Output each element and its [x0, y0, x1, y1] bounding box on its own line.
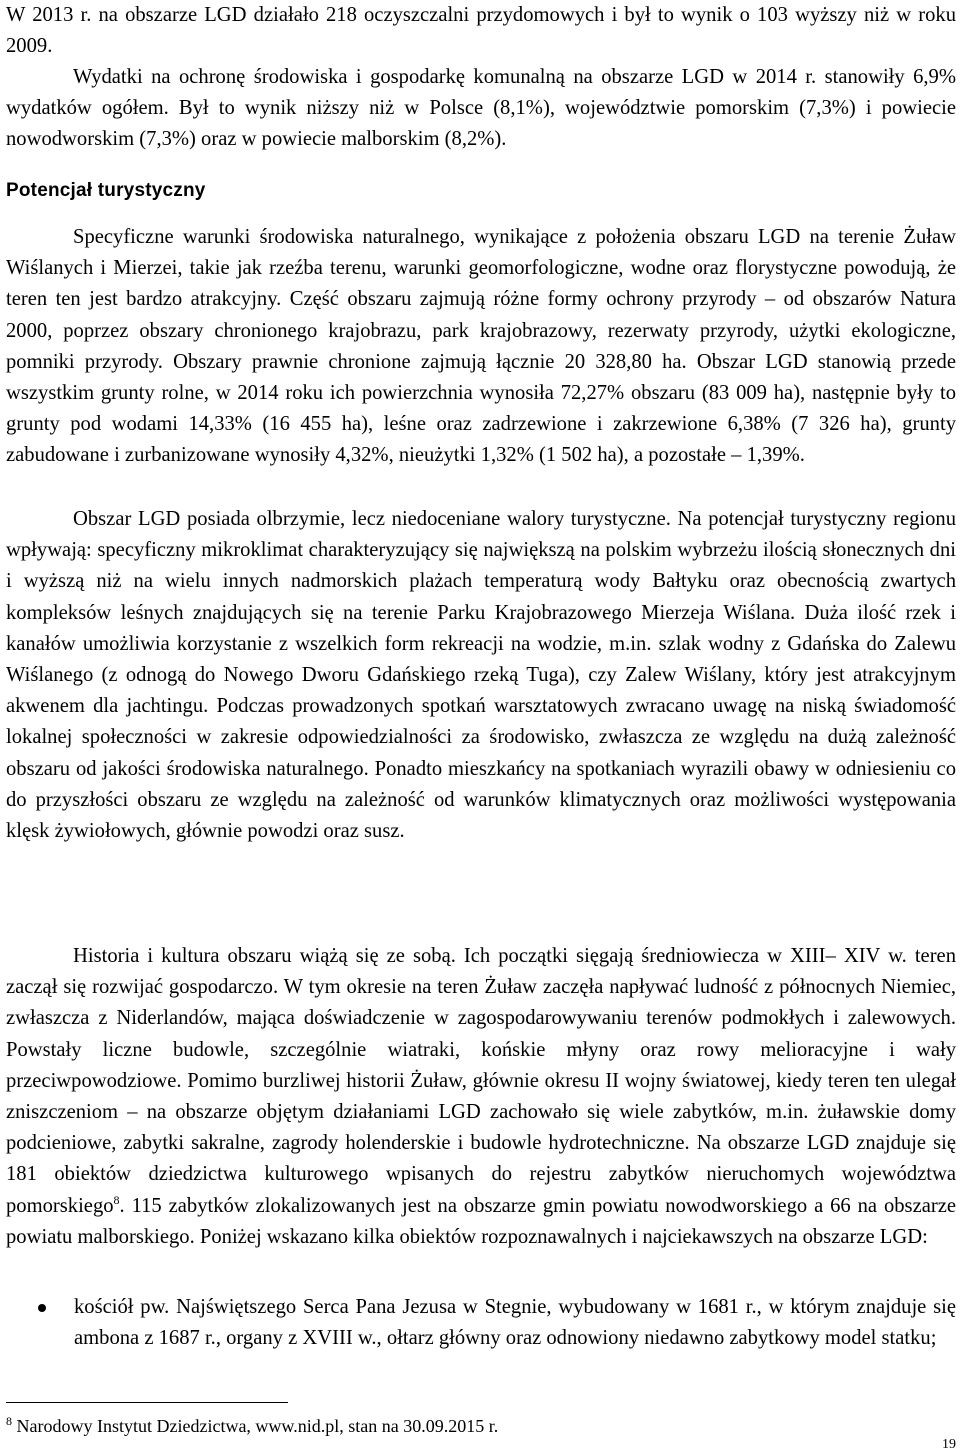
- paragraph-wastewater: W 2013 r. na obszarze LGD działało 218 oczyszczalni przydomowych i był to wynik o 103 wyższy niż w roku 2009.: [6, 4, 956, 58]
- paragraph-history-culture: [6, 941, 956, 1253]
- footnote-divider: [6, 1402, 288, 1403]
- footnote: [6, 1414, 498, 1438]
- bullet-icon: [38, 1304, 46, 1312]
- footnote-text: Narodowy Instytut Dziedzictwa, www.nid.pl, stan na 30.09.2015 r.: [12, 1416, 499, 1436]
- page-number: 19: [942, 1437, 956, 1452]
- paragraph-natural-environment: Specyficzne warunki środowiska naturalnego, wynikające z położenia obszaru LGD na terenie Żuław Wiślanych i Mierzei, takie jak rzeźba terenu, warunki geomorfologiczne, wodne oraz florystyczne powodują, że teren ten jest bardzo atrakcyjny. Część obszaru zajmują różne formy ochrony przyrody – od obszarów Natura 2000, poprzez obszary chronionego krajobrazu, park krajobrazowy, rezerwaty przyrody, użytki ekologiczne, pomniki przyrody. Obszary prawnie chronione zajmują łącznie 20 328,80 ha. Obszar LGD stanowią przede wszystkim grunty rolne, w 2014 roku ich powierzchnia wynosiła 72,27% obszaru (83 009 ha), następnie były to grunty pod wodami 14,33% (16 455 ha), leśne oraz zadrzewione i zakrzewione 6,38% (7 326 ha), grunty zabudowane i zurbanizowane wynosiły 4,32%, nieużytki 1,32% (1 502 ha), a pozostałe – 1,39%.: [6, 226, 956, 467]
- list-item: kościół pw. Najświętszego Serca Pana Jezusa w Stegnie, wybudowany w 1681 r., w którym znajduje się ambona z 1687 r., organy z XVIII w., ołtarz główny oraz odnowiony niedawno zabytkowy model statku;: [74, 1296, 956, 1350]
- footnote-reference: 8: [113, 1192, 120, 1207]
- paragraph-tourism-values: Obszar LGD posiada olbrzymie, lecz niedoceniane walory turystyczne. Na potencjał turystyczny regionu wpływają: specyficzny mikroklimat charakteryzujący się największą na polskim wybrzeżu ilością słonecznych dni i wyższą niż na wielu innych nadmorskich plażach temperaturą wody Bałtyku oraz obecnością zwartych kompleksów leśnych znajdujących się na terenie Parku Krajobrazowego Mierzeja Wiślana. Duża ilość rzek i kanałów umożliwia korzystanie z wszelkich form rekreacji na wodzie, m.in. szlak wodny z Gdańska do Zalewu Wiślanego (z odnogą do Nowego Dworu Gdańskiego rzeką Tuga), czy Zalew Wiślany, który jest atrakcyjnym akwenem dla jachtingu. Podczas prowadzonych spotkań warsztatowych zwracano uwagę na niską świadomość lokalnej społeczności w zakresie odpowiedzialności za środowisko, zwłaszcza ze względu na dużą zależność obszaru od jakości środowiska naturalnego. Ponadto mieszkańcy na spotkaniach wyrazili obawy w odniesieniu co do przyszłości obszaru ze względu na zależność od warunków klimatycznych oraz możliwości występowania klęsk żywiołowych, głównie powodzi oraz susz.: [6, 508, 956, 843]
- footnote-marker: 8: [6, 1414, 12, 1428]
- paragraph-environment-expenses: Wydatki na ochronę środowiska i gospodarkę komunalną na obszarze LGD w 2014 r. stanowiły 6,9% wydatków ogółem. Był to wynik niższy niż w Polsce (8,1%), województwie pomorskim (7,3%) i powiecie nowodworskim (7,3%) oraz w powiecie malborskim (8,2%).: [6, 66, 956, 151]
- section-heading: Potencjał turystyczny: [6, 180, 206, 201]
- history-text-part-2: . 115 zabytków zlokalizowanych jest na obszarze gmin powiatu nowodworskiego a 66 na obszarze powiatu malborskiego. Poniżej wskazano kilka obiektów rozpoznawalnych i najciekawszych na obszarze LGD:: [6, 1194, 956, 1248]
- history-text-part-1: Historia i kultura obszaru wiążą się ze sobą. Ich początki sięgają średniowiecza w XIII– XIV w. teren zaczął się rozwijać gospodarczo. W tym okresie na teren Żuław zaczęła napływać ludność z północnych Niemiec, zwłaszcza z Niderlandów, mająca doświadczenie w zagospodarowywaniu terenów podmokłych i zalewowych. Powstały liczne budowle, szczególnie wiatraki, końskie młyny oraz rowy melioracyjne i wały przeciwpowodziowe. Pomimo burzliwej historii Żuław, głównie okresu II wojny światowej, kiedy teren ten ulegał zniszczeniom – na obszarze objętym działaniami LGD zachowało się wiele zabytków, m.in. żuławskie domy podcieniowe, zabytki sakralne, zagrody holenderskie i budowle hydrotechniczne. Na obszarze LGD znajduje się 181 obiektów dziedzictwa kulturowego wpisanych do rejestru zabytków nieruchomych województwa pomorskiego: [6, 945, 956, 1217]
